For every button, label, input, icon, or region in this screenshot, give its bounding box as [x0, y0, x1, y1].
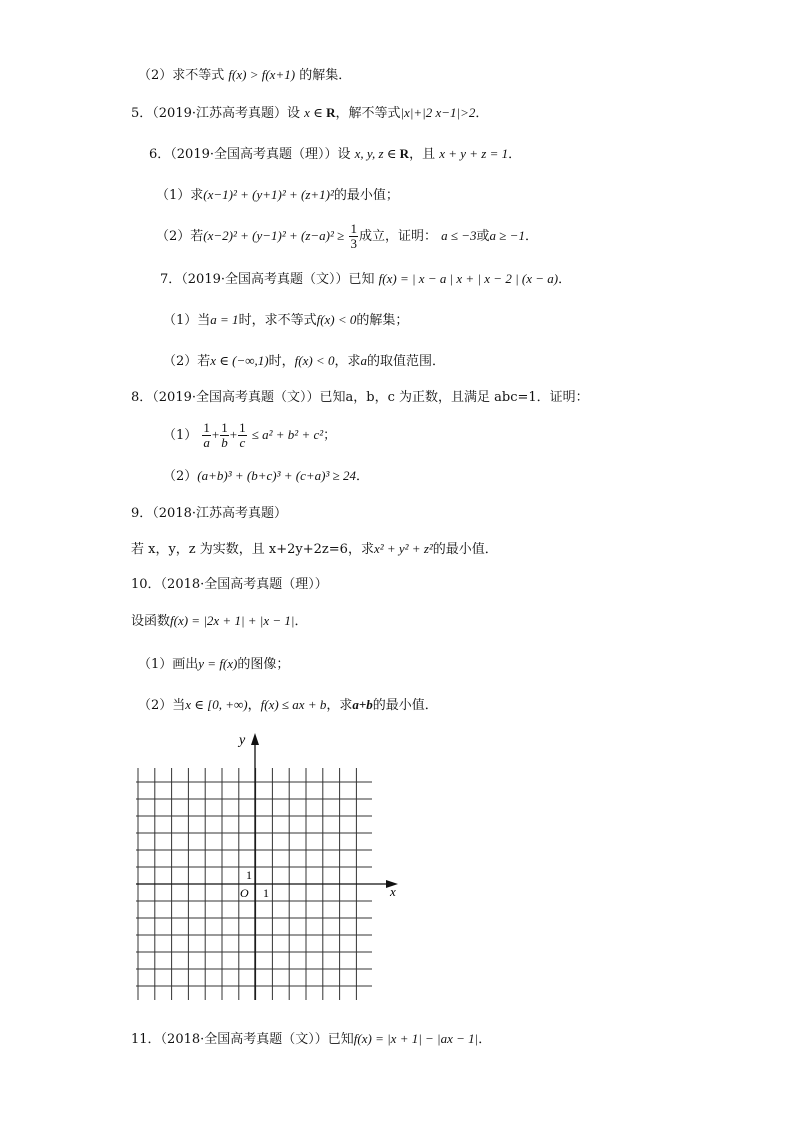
q4-part2-label: （2）求不等式: [138, 68, 225, 83]
q10-part2-label: （2）当: [138, 698, 186, 713]
q6-tail: ．: [508, 147, 522, 162]
q10-part2-expr1: x ∈ [0, +∞): [185, 697, 248, 712]
q5-source: （2019·江苏高考真题）: [152, 106, 287, 121]
q6-number: 6．: [149, 147, 171, 162]
q7-part1-label: （1）当: [163, 313, 211, 328]
q10-part2-tail: 的最小值．: [372, 698, 438, 713]
q7-part1-expr2: f(x) < 0: [316, 312, 357, 327]
q9-body-tail: 的最小值．: [432, 542, 498, 557]
q6-text1: 设: [337, 147, 351, 162]
q8-text: 已知a，b，c 为正数，且满足 abc=1．证明：: [319, 390, 589, 405]
q9-body-text: 若 x，y，z 为实数，且 x+2y+2z=6，求: [131, 542, 374, 557]
q7-part2-expr1: x ∈ (−∞,1): [210, 353, 269, 368]
q7-part2-text2: ，求: [334, 354, 361, 369]
q7-part2-expr2: f(x) < 0: [294, 353, 335, 368]
q8-part1-tail: ；: [323, 428, 337, 443]
q7-part2-text1: 时，: [268, 354, 295, 369]
q7-part1-tail: 的解集；: [356, 313, 409, 328]
q9-source: （2018·江苏高考真题）: [152, 506, 287, 521]
q8-part1-label: （1）: [163, 428, 198, 443]
q10-part2-expr2: f(x) ≤ ax + b: [260, 697, 327, 712]
fraction-denominator: a: [203, 435, 210, 450]
q5-text2: ，解不等式: [335, 106, 401, 121]
q6-source: （2019·全国高考真题（理））: [170, 147, 338, 162]
q6-expr2: x + y + z = 1: [439, 146, 509, 161]
y-tick-label: 1: [246, 868, 252, 882]
q9-body-expr: x² + y² + z²: [373, 541, 433, 556]
q6-part2-text: 成立，证明：: [358, 229, 437, 244]
q6-part2-tail: ．: [524, 229, 538, 244]
q10-body-tail: ．: [294, 614, 308, 629]
y-axis-arrow-icon: [251, 733, 259, 745]
q6-part2-expr3: a ≥ −1: [489, 228, 525, 243]
q7-part1-text: 时，求不等式: [238, 313, 317, 328]
q10-source: （2018·全国高考真题（理））: [160, 577, 328, 592]
q11-expr: f(x) = |x + 1| − |ax − 1|: [353, 1031, 479, 1046]
q10-body-text: 设函数: [131, 614, 171, 629]
q10-part2-expr3: a+b: [352, 697, 373, 712]
q11-number: 11．: [131, 1032, 161, 1047]
question-11: [131, 1030, 491, 1049]
fraction-numerator: 1: [221, 420, 228, 435]
q5-text1: 设: [287, 106, 301, 121]
q8-part2-tail: ．: [356, 469, 370, 484]
q4-part2-tail: 的解集．: [299, 68, 352, 83]
q7-part1-expr1: a = 1: [210, 312, 239, 327]
q5-expr1: x ∈: [304, 105, 327, 120]
fraction-denominator: 3: [350, 236, 357, 251]
q6-part2-expr2: a ≤ −3: [441, 228, 477, 243]
x-axis-label: x: [390, 884, 396, 899]
q7-number: 7．: [160, 272, 182, 287]
q5-tail: ．: [475, 106, 489, 121]
y-axis-label: y: [239, 733, 246, 748]
q6-part2-expr: (x−2)² + (y−1)² + (z−a)² ≥: [203, 228, 345, 243]
q10-part2-text: ，: [247, 698, 261, 713]
x-tick-label: 1: [263, 886, 269, 900]
q7-part2-expr3: a: [360, 353, 367, 368]
q7-source: （2019·全国高考真题（文））: [181, 272, 349, 287]
q6-part1-label: （1）求: [156, 188, 204, 203]
q8-part1-expr: ≤ a² + b² + c²: [251, 427, 324, 442]
q7-part2-label: （2）若: [163, 354, 211, 369]
q8-number: 8．: [131, 390, 153, 405]
q11-text: 已知: [327, 1032, 354, 1047]
q7-text1: 已知: [348, 272, 375, 287]
q10-part1-tail: 的图像；: [237, 657, 290, 672]
q8-part2-label: （2）: [163, 469, 198, 484]
fraction-denominator: c: [239, 435, 246, 450]
fraction-denominator: b: [221, 435, 228, 450]
q11-tail: ．: [478, 1032, 492, 1047]
q7-tail: ．: [558, 272, 572, 287]
q10-body-expr: f(x) = |2x + 1| + |x − 1|: [170, 613, 295, 628]
q5-number: 5．: [131, 106, 153, 121]
q10-part1-expr: y = f(x): [198, 656, 238, 671]
q10-number: 10．: [131, 577, 161, 592]
q8-part1: （1） $\frac{1}{a}$ + $\frac{1}{b}$ + $\frac{1}{c}$ ≤ a² + b² + c²；: [163, 420, 337, 450]
q7-part2-tail: 的取值范围．: [366, 354, 445, 369]
fraction-numerator: 1: [203, 420, 210, 435]
fraction-numerator: 1: [350, 221, 357, 236]
q10-part1-label: （1）画出: [138, 657, 199, 672]
q8-source: （2019·全国高考真题（文））: [152, 390, 320, 405]
q6-R: R: [399, 146, 410, 161]
q7-expr: f(x) = | x − a | x + | x − 2 | (x − a): [378, 271, 559, 286]
q8-part2-expr: (a+b)³ + (b+c)³ + (c+a)³ ≥ 24: [197, 468, 356, 483]
q5-R: R: [326, 105, 336, 120]
q5-expr2: |x|+|2 x−1|>2: [400, 105, 476, 120]
q6-part2-or: 或: [476, 229, 490, 244]
q4-part2-expr: f(x) > f(x+1): [228, 67, 296, 82]
origin-label: O: [240, 886, 249, 900]
q6-part1-expr: (x−1)² + (y+1)² + (z+1)²: [203, 187, 334, 202]
q6-part2-label: （2）若: [156, 229, 204, 244]
q6-text2: ，且: [409, 147, 436, 162]
q9-number: 9．: [131, 506, 153, 521]
q11-source: （2018·全国高考真题（文））: [160, 1032, 328, 1047]
q6-part1-tail: 的最小值；: [333, 188, 399, 203]
q10-part2-text2: ，求: [326, 698, 353, 713]
q6-expr1: x, y, z ∈: [354, 146, 400, 161]
fraction-numerator: 1: [239, 420, 246, 435]
